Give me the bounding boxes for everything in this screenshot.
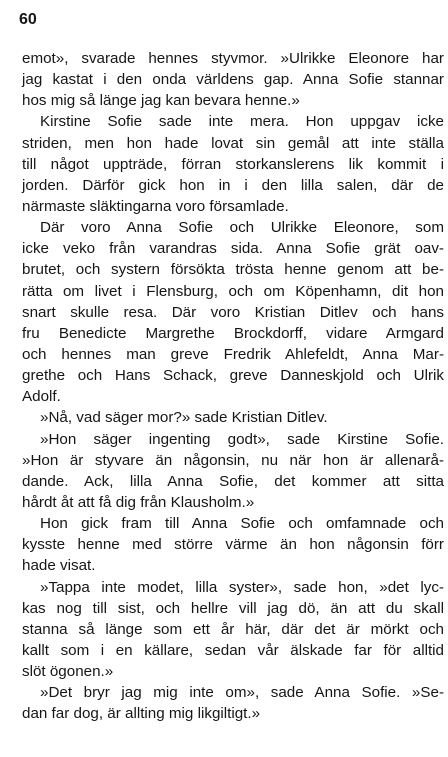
text-line: »Tappa inte modet, lilla syster», sade hon, »det lyc- [40,578,444,596]
text-line: striden, men hon hade lovat sin gemål att inte ställa [22,134,444,152]
text-line: »Hon är styvare än någonsin, nu när hon är allenarå- [22,451,444,469]
page-number: 60 [19,11,37,28]
text-line: hårdt åt att få dig från Klausholm.» [22,493,255,511]
text-line: och hennes man greve Fredrik Ahlefeldt, Anna Mar- [22,345,444,363]
text-line: dande. Ack, lilla Anna Sofie, det kommer att sitta [22,472,444,490]
text-line: Adolf. [22,388,61,406]
text-line: jorden. Därför gick hon in i den lilla salen, där de [22,176,444,194]
text-line: kas nog till sist, och hellre vill jag dö, än att du skall [22,599,444,617]
text-line: Hon gick fram till Anna Sofie och omfamnade och [40,515,444,533]
text-line: hade visat. [22,557,96,575]
text-line: slöt ögonen.» [22,663,114,681]
text-line: snart skulle resa. Där voro Kristian Ditlev och hans [22,303,444,321]
text-line: »Det bryr jag mig inte om», sade Anna Sofie. »Se- [40,684,444,702]
text-line: kallt som i en källare, sedan vår älskade far för alltid [22,641,444,659]
text-line: till något uppträde, förran storkanslerens lik kommit i [22,155,444,173]
text-line: icke veko från varandras sida. Anna Sofie grät oav- [22,240,444,258]
text-line: Där voro Anna Sofie och Ulrikke Eleonore, som [40,219,444,237]
body-text [22,48,444,725]
text-line: »Nå, vad säger mor?» sade Kristian Ditlev. [40,409,328,427]
text-line: Kirstine Sofie sade inte mera. Hon uppgav icke [40,113,444,131]
text-line: grethe och Hans Schack, greve Danneskjold och Ulrik [22,367,444,385]
text-line: brutet, och systern försökta trösta henne genom att be- [22,261,444,279]
text-line: dan far dog, är allting mig likgiltigt.» [22,705,261,723]
text-line: stanna så länge som ett år här, där det är mörkt och [22,620,444,638]
text-line: emot», svarade hennes styvmor. »Ulrikke Eleonore har [22,50,444,67]
text-line: kysste henne med större värme än hon någonsin förr [22,536,444,554]
text-line: rätta om livet i Flensburg, och om Köpenhamn, dit hon [22,282,444,300]
text-line: »Hon säger ingenting godt», sade Kirstine Sofie. [40,430,444,448]
text-line: jag kastat i den onda världens gap. Anna Sofie stannar [22,71,444,89]
text-line: fru Benedicte Margrethe Brockdorff, vidare Armgard [22,324,444,342]
text-line: närmaste släktingarna voro församlade. [22,197,289,215]
text-line: hos mig så länge jag kan bevara henne.» [22,92,300,110]
